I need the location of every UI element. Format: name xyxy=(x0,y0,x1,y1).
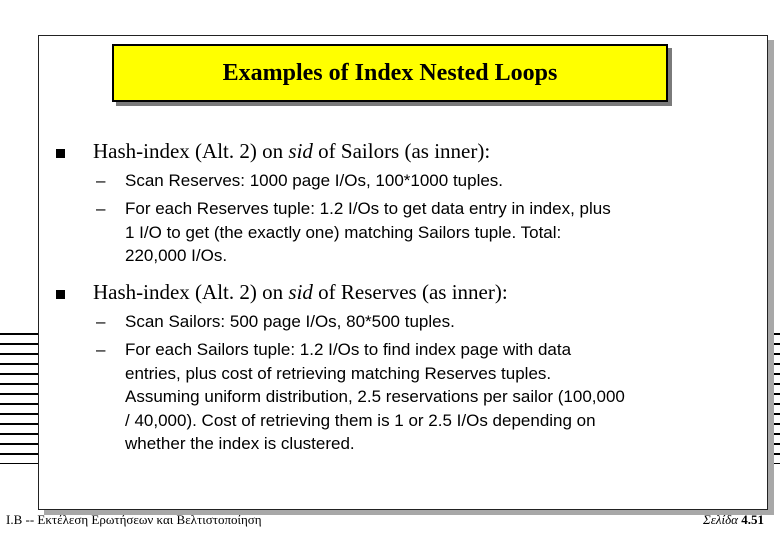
bullet-text-post: of Reserves (as inner): xyxy=(312,280,508,304)
page-label: Σελίδα xyxy=(703,512,738,527)
dash-marker: – xyxy=(96,312,106,331)
bullet-text xyxy=(93,139,490,164)
bullet-text-emphasis: sid xyxy=(288,280,313,304)
bullet-text-emphasis: sid xyxy=(288,139,313,163)
square-bullet-icon xyxy=(56,149,65,158)
bullet-text xyxy=(93,280,508,305)
sub-text: Scan Sailors: 500 page I/Os, 80*500 tuples. xyxy=(125,312,455,331)
title-box xyxy=(112,44,668,102)
sub-text: Scan Reserves: 1000 page I/Os, 100*1000 tuples. xyxy=(125,171,504,190)
left-decorative-stripes xyxy=(0,333,40,464)
square-bullet-icon xyxy=(56,290,65,299)
bullet-text-pre: Hash-index (Alt. 2) on xyxy=(93,139,289,163)
dash-marker: – xyxy=(96,171,106,190)
bullet-text-post: of Sailors (as inner): xyxy=(312,139,491,163)
sub-text: For each Sailors tuple: 1.2 I/Os to find index page with data entries, plus cost of retrieving matching Reserves tuples. Assuming uniform distribution, 2.5 reservations per sailor (100,000 / 40,000). Cost of retrieving them is 1 or 2.5 I/Os depending on whether the index is clustered. xyxy=(125,340,625,453)
footer-page-indicator xyxy=(703,512,764,528)
footer-course-title: Ι.Β -- Εκτέλεση Ερωτήσεων και Βελτιστοποίηση xyxy=(6,512,262,527)
slide-title: Examples of Index Nested Loops xyxy=(222,59,558,86)
page-number: 4.51 xyxy=(741,512,764,527)
sub-text: For each Reserves tuple: 1.2 I/Os to get data entry in index, plus 1 I/O to get (the exactly one) matching Sailors tuple. Total: 220,000 I/Os. xyxy=(125,199,611,265)
bullet-text-pre: Hash-index (Alt. 2) on xyxy=(93,280,289,304)
dash-marker: – xyxy=(96,199,106,218)
dash-marker: – xyxy=(96,340,106,359)
